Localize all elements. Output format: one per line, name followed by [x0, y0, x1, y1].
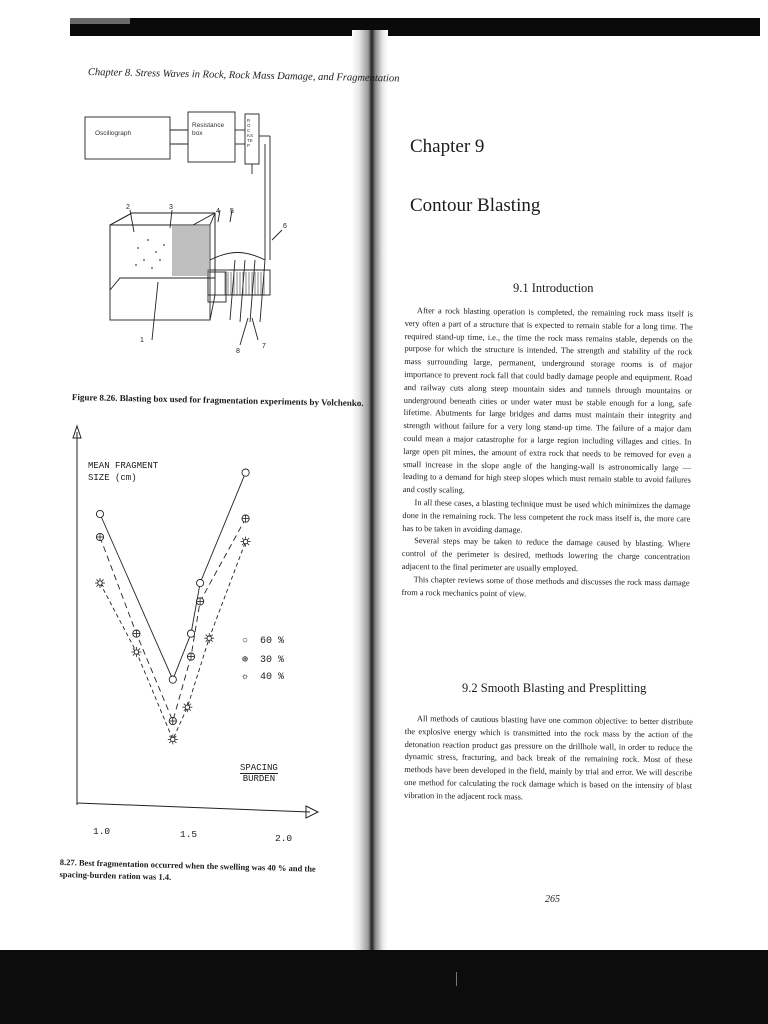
series-line-0	[100, 473, 246, 680]
diagram-number-5: 5	[230, 208, 234, 215]
data-point-1-1	[133, 630, 140, 637]
x-axis-label-bottom: BURDEN	[242, 774, 276, 784]
data-point-2-0	[95, 578, 105, 588]
data-point-0-3	[197, 579, 204, 586]
bottom-scan-mark	[456, 972, 457, 986]
x-tick-2-0: 2.0	[275, 833, 293, 844]
data-point-1-5	[242, 515, 249, 522]
paragraph: After a rock blasting operation is completed, the remaining rock mass itself is very often a part of a structure that is expected to remain stable for a long time. The required stand-up time, i.e., the time the rock mass remains stable, depends on the purpose for which the structure is intended. The strength and stability of the rock mass surrounding large, permanent, underground storage rooms is of major importance to prevent rock fall that could badly damage people and equipment. Road and railway cuts along steep mountain sides and tunnels through mountains or underground beneath cities or under water must be stable enough for a long, safe lifetime. Abutments for large bridges and dams must maintain their integrity and strength without failure for a very long stand-up time. The failure of a major dam could mean a major catastrophe for a large region including villages and cities. In large open pit mines, the amount of extra rock that needs to be removed for even a small increase in the slope angle of the hanging-wall is astronomically large — leading to a demand for high steep slopes which must remain stable to avoid failures and costly scaling.	[402, 306, 693, 495]
paragraph: This chapter reviews some of those methods and discusses the rock mass damage from a rock mechanics point of view.	[401, 574, 690, 599]
data-point-0-2	[187, 630, 194, 637]
x-tick-1-5: 1.5	[180, 829, 198, 840]
side-box-label: ROCKSTEP	[247, 118, 254, 148]
legend-item-30	[242, 654, 284, 666]
section-1-body	[401, 305, 693, 603]
diagram-number-1: 1	[140, 337, 144, 344]
top-scan-bar	[70, 18, 760, 36]
legend-star-icon: ☼	[242, 672, 249, 683]
data-point-2-3	[182, 702, 192, 712]
resistance-box-label: Resistance box	[192, 122, 225, 137]
data-point-1-3	[187, 653, 194, 660]
diagram-number-8: 8	[236, 348, 240, 355]
x-axis-label	[240, 763, 278, 784]
legend-circle-plus-icon: ⊕	[242, 655, 249, 666]
data-point-2-2	[168, 734, 178, 744]
chapter-title: Contour Blasting	[410, 195, 541, 216]
y-axis-arrow	[73, 426, 81, 438]
paragraph: In all these cases, a blasting technique must be used which minimizes the damage done in the remaining rock. The less competent the rock mass itself is, the more care has to be taken in avoiding damage.	[402, 498, 691, 534]
y-axis-label: MEAN FRAGMENT SIZE (cm)	[88, 461, 159, 483]
data-point-1-0	[96, 533, 103, 540]
data-point-2-4	[204, 633, 214, 643]
paragraph: Several steps may be taken to reduce the damage caused by blasting. Where control of the perimeter is desired, methods lowering the charge concentration adjacent to the final perimeter are usually employed.	[401, 536, 691, 574]
legend-label: 60 %	[260, 636, 285, 647]
x-tick-1-0: 1.0	[93, 826, 111, 837]
legend-label: 40 %	[260, 672, 285, 683]
page-number: 265	[545, 894, 560, 905]
diagram-number-4: 4	[216, 208, 220, 215]
oscillograph-label: Oscillograph	[95, 130, 132, 137]
diagram-number-2: 2	[126, 204, 130, 211]
data-point-1-2	[169, 717, 176, 724]
blasting-box-diagram	[60, 100, 340, 370]
section-1-heading: 9.1 Introduction	[513, 281, 594, 295]
diagram-number-3: 3	[169, 204, 173, 211]
legend-item-40	[242, 672, 284, 683]
section-2-heading: 9.2 Smooth Blasting and Presplitting	[462, 681, 647, 695]
data-point-0-4	[242, 469, 249, 476]
series-line-2	[100, 542, 246, 740]
chapter-number: Chapter 9	[410, 136, 485, 157]
figure-826-caption: Figure 8.26. Blasting box used for fragmentation experiments by Volchenko.	[71, 392, 364, 409]
series-line-1	[100, 519, 246, 721]
paragraph: All methods of cautious blasting have one common objective: to better distribute the explosive energy which is transmitted into the rock mass by the action of the detonation reaction product gas pressure on the drillhole wall, in order to reduce the dynamic stress, fracturing, and back break of the remaining rock. Most of these methods have been developed in the field, mainly by trial and error. We will describe one method for calculating the rock damage which is based on the intensity of blast vibration in the adjacent rock mass.	[403, 714, 693, 802]
data-point-0-1	[169, 676, 176, 683]
x-axis-label-top: SPACING	[240, 763, 278, 773]
running-header: Chapter 8. Stress Waves in Rock, Rock Mass Damage, and Fragmentation	[87, 67, 400, 85]
data-point-0-0	[96, 510, 103, 517]
diagram-number-7: 7	[262, 343, 266, 350]
bottom-scan-bar	[0, 950, 768, 1024]
x-axis	[77, 803, 310, 812]
figure-827-caption: 8.27. Best fragmentation occurred when the swelling was 40 % and the spacing-burden ration was 1.4.	[59, 856, 316, 882]
diagram-number-6: 6	[283, 223, 287, 230]
legend-label: 30 %	[260, 655, 285, 666]
data-point-2-5	[241, 537, 251, 547]
data-point-2-1	[131, 647, 141, 657]
data-point-1-4	[197, 598, 204, 605]
book-gutter	[352, 30, 388, 970]
x-axis-arrow	[306, 806, 318, 818]
section-2-body	[404, 713, 693, 806]
top-scan-notch	[70, 18, 130, 24]
legend-item-60	[242, 636, 284, 647]
legend-circle-icon: ○	[242, 636, 249, 647]
